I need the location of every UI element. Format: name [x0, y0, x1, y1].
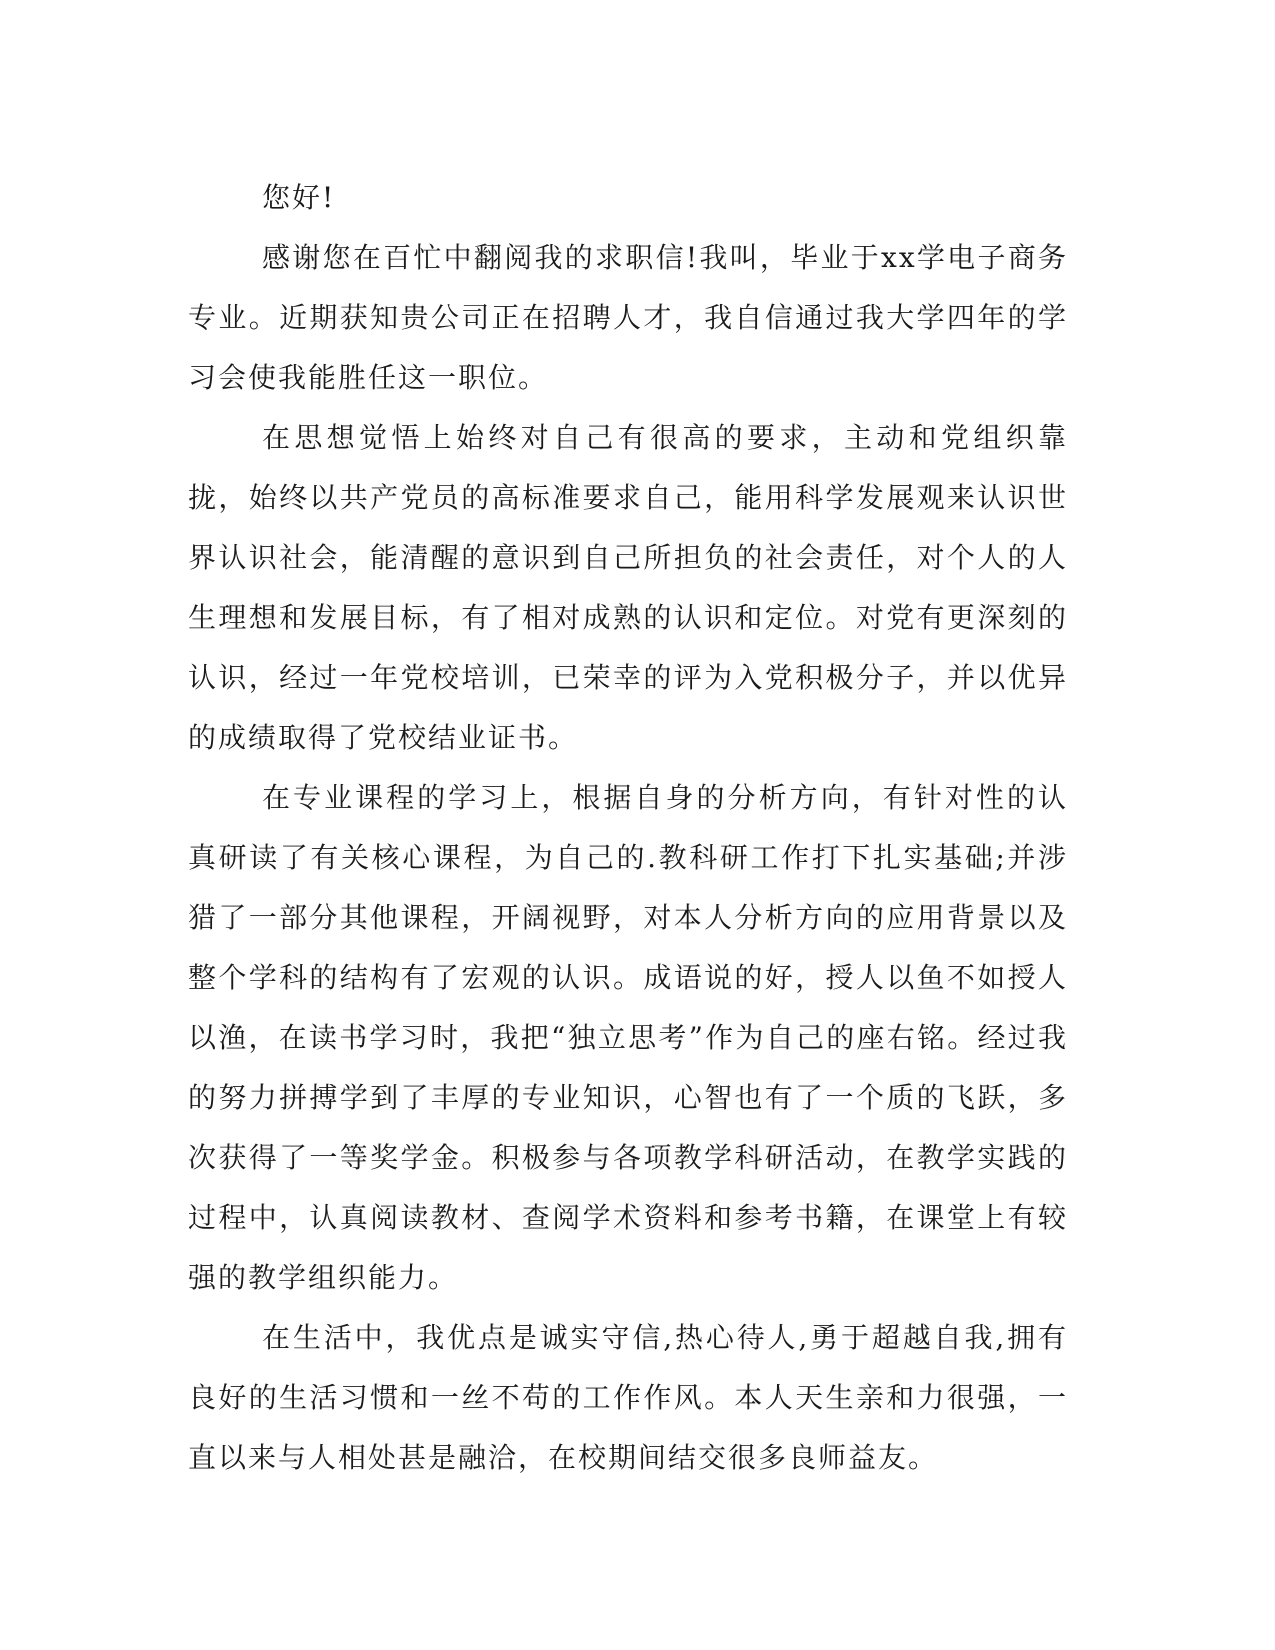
paragraph-intro: 感谢您在百忙中翻阅我的求职信!我叫，毕业于xx学电子商务专业。近期获知贵公司正在招聘人才，我自信通过我大学四年的学习会使我能胜任这一职位。	[188, 241, 1068, 394]
paragraph-ideology: 在思想觉悟上始终对自己有很高的要求，主动和党组织靠拢，始终以共产党员的高标准要求自己，能用科学发展观来认识世界认识社会，能清醒的意识到自己所担负的社会责任，对个人的人生理想和发展目标，有了相对成熟的认识和定位。对党有更深刻的认识，经过一年党校培训，已荣幸的评为入党积极分子，并以优异的成绩取得了党校结业证书。	[188, 421, 1068, 754]
paragraph-study: 在专业课程的学习上，根据自身的分析方向，有针对性的认真研读了有关核心课程，为自己的.教科研工作打下扎实基础;并涉猎了一部分其他课程，开阔视野，对本人分析方向的应用背景以及整个学科的结构有了宏观的认识。成语说的好，授人以鱼不如授人以渔，在读书学习时，我把“独立思考”作为自己的座右铭。经过我的努力拼搏学到了丰厚的专业知识，心智也有了一个质的飞跃，多次获得了一等奖学金。积极参与各项教学科研活动，在教学实践的过程中，认真阅读教材、查阅学术资料和参考书籍，在课堂上有较强的教学组织能力。	[188, 781, 1068, 1294]
letter-body	[188, 168, 1068, 1488]
greeting: 您好!	[262, 181, 336, 214]
paragraph-life: 在生活中，我优点是诚实守信,热心待人,勇于超越自我,拥有良好的生活习惯和一丝不苟的工作作风。本人天生亲和力很强，一直以来与人相处甚是融洽，在校期间结交很多良师益友。	[188, 1321, 1068, 1474]
